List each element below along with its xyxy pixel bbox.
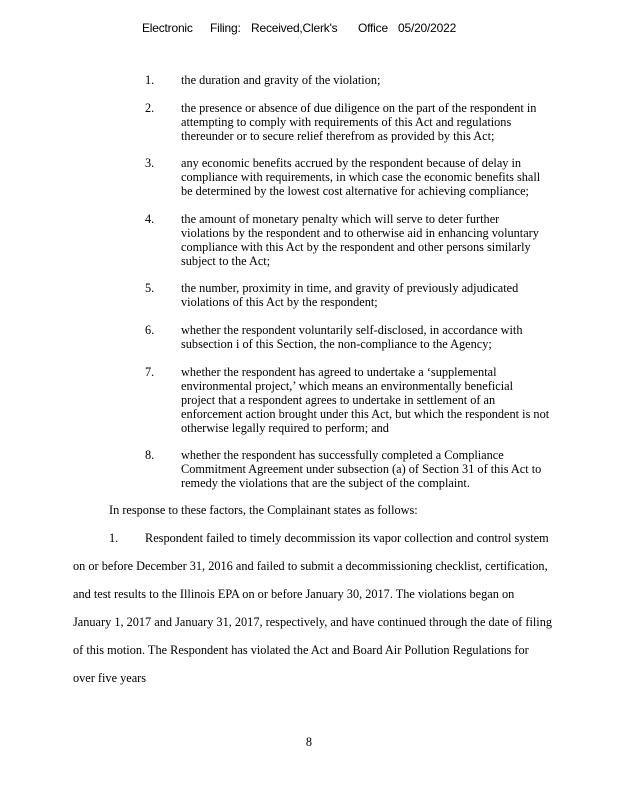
response-paragraph-line: of this motion. The Respondent has violated the Act and Board Air Pollution Regulations for [73,643,529,657]
response-paragraph-line: Respondent failed to timely decommission its vapor collection and control system [145,531,549,545]
factor-number: 6. [145,323,155,337]
factor-number: 4. [145,212,155,226]
factor-line: subject to the Act; [181,254,271,268]
factor-line: thereunder or to secure relief therefrom as provided by this Act; [181,129,495,143]
factor-line: otherwise legally required to perform; and [181,421,389,435]
factor-text [181,73,591,87]
factor-line: be determined by the lowest cost alternative for achieving compliance; [181,184,529,198]
factor-line: any economic benefits accrued by the respondent because of delay in [181,156,522,170]
factor-line: project that a respondent agrees to undertake in settlement of an [181,393,496,407]
factor-line: violations by the respondent and to otherwise aid in enhancing voluntary [181,226,539,240]
header-filing: Filing: [210,21,241,35]
factor-line: compliance with requirements, in which case the economic benefits shall [181,170,541,184]
factor-text [181,281,591,309]
factor-line: attempting to comply with requirements of this Act and regulations [181,115,512,129]
factor-line: whether the respondent has successfully completed a Compliance [181,448,504,462]
factor-text [181,156,591,198]
response-intro: In response to these factors, the Complainant states as follows: [109,503,418,517]
factor-text [181,101,591,143]
factor-number: 7. [145,365,155,379]
factor-number: 8. [145,448,155,462]
header-electronic: Electronic [142,21,193,35]
factor-line: compliance with this Act by the respondent and other persons similarly [181,240,531,254]
response-paragraph-line: January 1, 2017 and January 31, 2017, respectively, and have continued through the date of filing [73,615,552,629]
factor-line: Commitment Agreement under subsection (a) of Section 31 of this Act to [181,462,542,476]
page-number: 8 [305,735,313,749]
factor-line: violations of this Act by the respondent; [181,295,378,309]
factor-line: whether the respondent has agreed to undertake a ‘supplemental [181,365,497,379]
header-received: Received,Clerk's [251,21,338,35]
factor-line: whether the respondent voluntarily self-disclosed, in accordance with [181,323,523,337]
factor-line: remedy the violations that are the subject of the complaint. [181,476,470,490]
factor-number: 1. [145,73,155,87]
factor-line: the amount of monetary penalty which will serve to deter further [181,212,500,226]
header-date: 05/20/2022 [398,21,457,35]
factor-number: 3. [145,156,155,170]
response-paragraph-line: and test results to the Illinois EPA on or before January 30, 2017. The violations began on [73,587,515,601]
response-paragraph-line: over five years [73,671,147,685]
factor-line: the presence or absence of due diligence on the part of the respondent in [181,101,537,115]
factor-line: subsection i of this Section, the non-compliance to the Agency; [181,337,492,351]
factor-line: environmental project,’ which means an environmentally beneficial [181,379,514,393]
header-office: Office [358,21,388,35]
factor-line: the duration and gravity of the violation; [181,73,381,87]
factor-number: 2. [145,101,155,115]
response-paragraph-line: on or before December 31, 2016 and failed to submit a decommissioning checklist, certification, [73,559,548,573]
factor-text [181,323,591,351]
factor-text [181,212,591,268]
factor-number: 5. [145,281,155,295]
factor-line: the number, proximity in time, and gravity of previously adjudicated [181,281,519,295]
factor-text [181,448,591,490]
response-paragraph-number: 1. [109,531,119,545]
factor-line: enforcement action brought under this Act, but which the respondent is not [181,407,550,421]
factor-text [181,365,591,435]
